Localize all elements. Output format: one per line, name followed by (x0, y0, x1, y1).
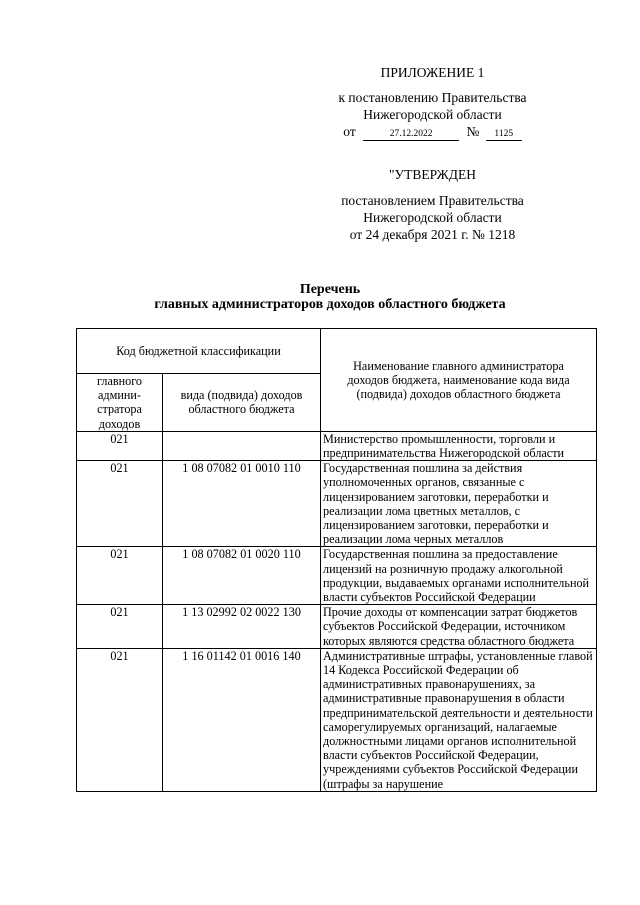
header-admin-code: главного админи-стратора доходов (77, 374, 163, 432)
kbk-cell: 1 13 02992 02 0022 130 (163, 605, 321, 649)
document-heading-1: Перечень (299, 282, 361, 297)
date-prefix: от (343, 124, 356, 139)
document-heading-2: главных администраторов доходов областного бюджета (154, 297, 506, 312)
appendix-line-2: Нижегородской области (363, 107, 502, 122)
admin-code-cell: 021 (77, 605, 163, 649)
admin-code-cell: 021 (77, 461, 163, 547)
header-income-kind: вида (подвида) доходов областного бюджета (163, 374, 321, 432)
appendix-line-1: к постановлению Правительства (338, 90, 527, 105)
number-prefix: № (466, 124, 480, 139)
appendix-date-line (300, 123, 565, 141)
name-cell: Министерство промышленности, торговли и предпринимательства Нижегородской области (321, 431, 597, 460)
kbk-cell: 1 08 07082 01 0010 110 (163, 461, 321, 547)
admin-code-cell: 021 (77, 547, 163, 605)
table-row (77, 648, 597, 791)
kbk-cell: 1 16 01142 01 0016 140 (163, 648, 321, 791)
decree-number: 1125 (486, 128, 522, 141)
decree-date: 27.12.2022 (363, 128, 459, 141)
header-budget-classification: Код бюджетной классификации (77, 329, 321, 374)
admin-code-cell: 021 (77, 431, 163, 460)
approval-line-3: от 24 декабря 2021 г. № 1218 (349, 227, 516, 242)
appendix-title: ПРИЛОЖЕНИЕ 1 (380, 65, 485, 80)
name-cell: Государственная пошлина за действия уполномоченных органов, связанные с лицензированием заготовки, переработки и реализации лома цветных металлов, с лицензированием заготовки, переработки и реализации лома черных металлов (321, 461, 597, 547)
approval-line-2: Нижегородской области (363, 210, 502, 225)
kbk-cell (163, 431, 321, 460)
table-row (77, 547, 597, 605)
table-row (77, 431, 597, 460)
table-row (77, 461, 597, 547)
name-cell: Государственная пошлина за предоставление лицензий на розничную продажу алкогольной продукции, выдаваемых органами исполнительной власти субъектов Российской Федерации (321, 547, 597, 605)
table-row (77, 605, 597, 649)
approved-label: "УТВЕРЖДЕН (389, 167, 476, 182)
name-cell: Административные штрафы, установленные главой 14 Кодекса Российской Федерации об административных правонарушениях, за административные правонарушения в области предпринимательской деятельности и деятельности саморегулируемых организаций, налагаемые должностными лицами органов исполнительной власти субъектов Российской Федерации, учреждениями субъектов Российской Федерации (штрафы за нарушение (321, 648, 597, 791)
kbk-cell: 1 08 07082 01 0020 110 (163, 547, 321, 605)
administrators-table (76, 328, 597, 792)
admin-code-cell: 021 (77, 648, 163, 791)
name-cell: Прочие доходы от компенсации затрат бюджетов субъектов Российской Федерации, источником которых являются средства областного бюджета (321, 605, 597, 649)
approval-line-1: постановлением Правительства (341, 193, 524, 208)
header-administrator-name: Наименование главного администратора доходов бюджета, наименование кода вида (подвида) доходов областного бюджета (321, 329, 597, 432)
